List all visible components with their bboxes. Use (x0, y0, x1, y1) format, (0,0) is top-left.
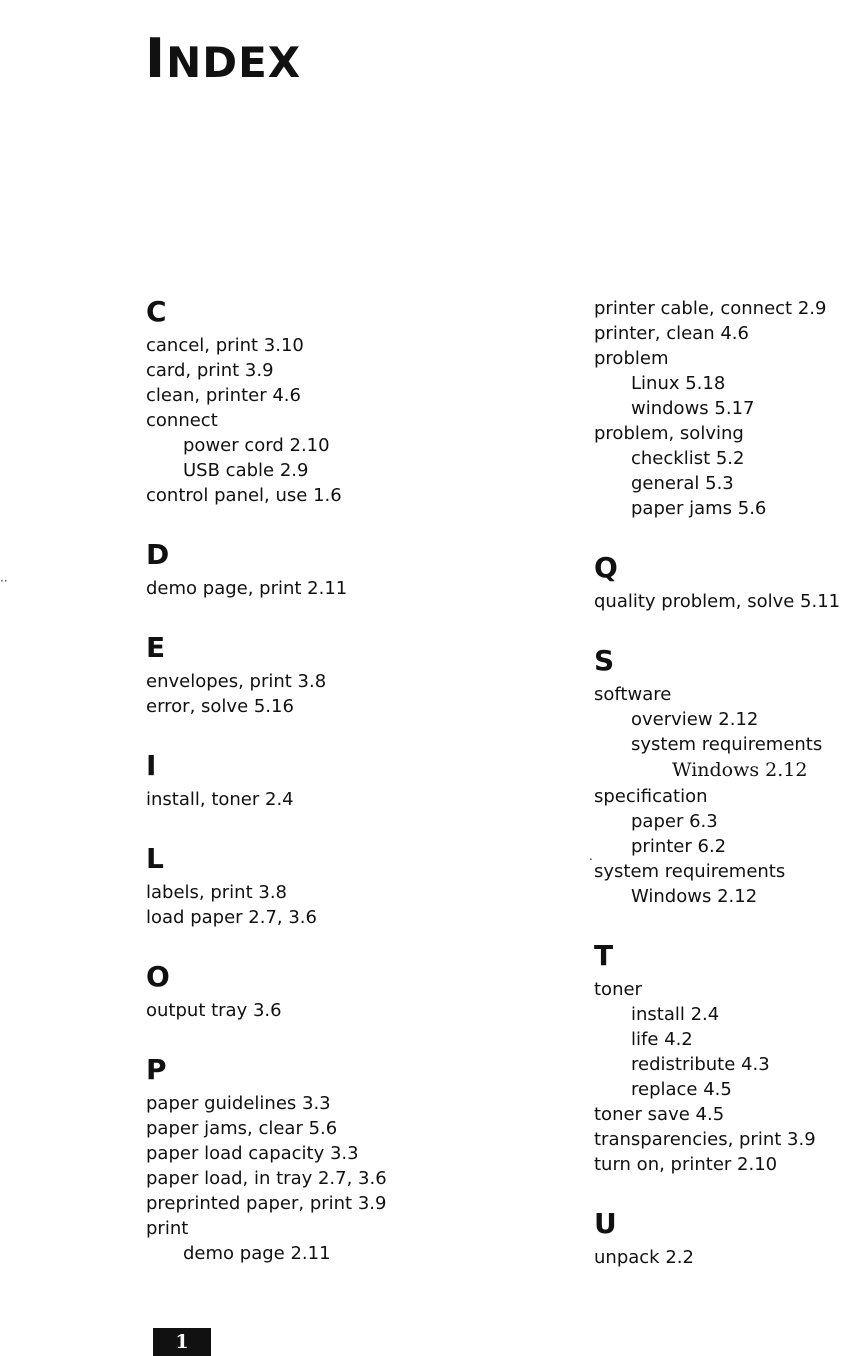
page-title (145, 27, 302, 91)
index-subentry: windows 5.17 (631, 398, 755, 419)
index-entry: control panel, use 1.6 (146, 485, 342, 506)
index-section (594, 551, 867, 614)
index-section (594, 1207, 867, 1270)
section-letter: T (594, 939, 614, 972)
index-subentry: paper jams 5.6 (631, 498, 767, 519)
index-entry: printer cable, connect 2.9 (594, 298, 827, 319)
index-column-right (594, 296, 867, 1270)
index-entry: specification (594, 786, 708, 807)
section-letter: P (146, 1053, 167, 1086)
stray-mark: ·· (0, 574, 8, 588)
index-section (146, 960, 546, 1023)
index-subentry: USB cable 2.9 (183, 460, 309, 481)
index-subentry: system requirements (631, 734, 823, 755)
index-entry: clean, printer 4.6 (146, 385, 301, 406)
title-initial: I (145, 27, 167, 91)
index-entry: toner (594, 979, 642, 1000)
index-entry: printer, clean 4.6 (594, 323, 749, 344)
title-rest: NDEX (166, 38, 302, 88)
index-section (146, 631, 546, 719)
index-entry: system requirements (594, 861, 786, 882)
section-letter: I (146, 749, 157, 782)
index-section (146, 749, 546, 812)
index-section (146, 1053, 546, 1266)
section-letter: U (594, 1207, 617, 1240)
index-entry: paper jams, clear 5.6 (146, 1118, 338, 1139)
index-section (146, 538, 546, 601)
index-subentry: redistribute 4.3 (631, 1054, 770, 1075)
section-letter: O (146, 960, 170, 993)
index-subentry: life 4.2 (631, 1029, 693, 1050)
index-entry: preprinted paper, print 3.9 (146, 1193, 387, 1214)
index-subentry: power cord 2.10 (183, 435, 330, 456)
index-entry: cancel, print 3.10 (146, 335, 304, 356)
index-subentry: checklist 5.2 (631, 448, 745, 469)
index-entry: transparencies, print 3.9 (594, 1129, 816, 1150)
section-letter: D (146, 538, 170, 571)
section-letter: E (146, 631, 166, 664)
index-subentry: paper 6.3 (631, 811, 718, 832)
index-section (594, 644, 867, 909)
index-entry: connect (146, 410, 218, 431)
index-column-left (146, 295, 546, 1266)
index-entry: card, print 3.9 (146, 360, 274, 381)
index-entry: quality problem, solve 5.11 (594, 591, 841, 612)
index-subentry: general 5.3 (631, 473, 734, 494)
page-number-badge: 1 (153, 1328, 211, 1356)
index-entry: print (146, 1218, 189, 1239)
index-entry: paper load, in tray 2.7, 3.6 (146, 1168, 387, 1189)
index-section (594, 939, 867, 1177)
index-subentry: install 2.4 (631, 1004, 720, 1025)
stray-mark: . (589, 849, 593, 863)
index-subentry: demo page 2.11 (183, 1243, 331, 1264)
index-entry: paper load capacity 3.3 (146, 1143, 359, 1164)
index-section (146, 295, 546, 508)
index-entry: error, solve 5.16 (146, 696, 294, 717)
index-entry: labels, print 3.8 (146, 882, 287, 903)
index-entry: install, toner 2.4 (146, 789, 294, 810)
index-entry: problem, solving (594, 423, 744, 444)
index-entry: load paper 2.7, 3.6 (146, 907, 317, 928)
index-entry: unpack 2.2 (594, 1247, 694, 1268)
section-letter: S (594, 644, 615, 677)
index-entry: output tray 3.6 (146, 1000, 282, 1021)
index-entry: software (594, 684, 672, 705)
index-subentry: Linux 5.18 (631, 373, 726, 394)
index-entry: paper guidelines 3.3 (146, 1093, 331, 1114)
index-section (146, 842, 546, 930)
index-entry: demo page, print 2.11 (146, 578, 348, 599)
index-subentry: Windows 2.12 (631, 886, 758, 907)
index-entry: toner save 4.5 (594, 1104, 725, 1125)
index-section (594, 296, 867, 521)
section-letter: C (146, 295, 167, 328)
index-entry: turn on, printer 2.10 (594, 1154, 778, 1175)
section-letter: Q (594, 551, 618, 584)
index-subentry: Windows 2.12 (672, 759, 808, 781)
index-entry: envelopes, print 3.8 (146, 671, 327, 692)
index-subentry: printer 6.2 (631, 836, 727, 857)
section-letter: L (146, 842, 164, 875)
index-entry: problem (594, 348, 669, 369)
index-subentry: replace 4.5 (631, 1079, 732, 1100)
index-subentry: overview 2.12 (631, 709, 759, 730)
